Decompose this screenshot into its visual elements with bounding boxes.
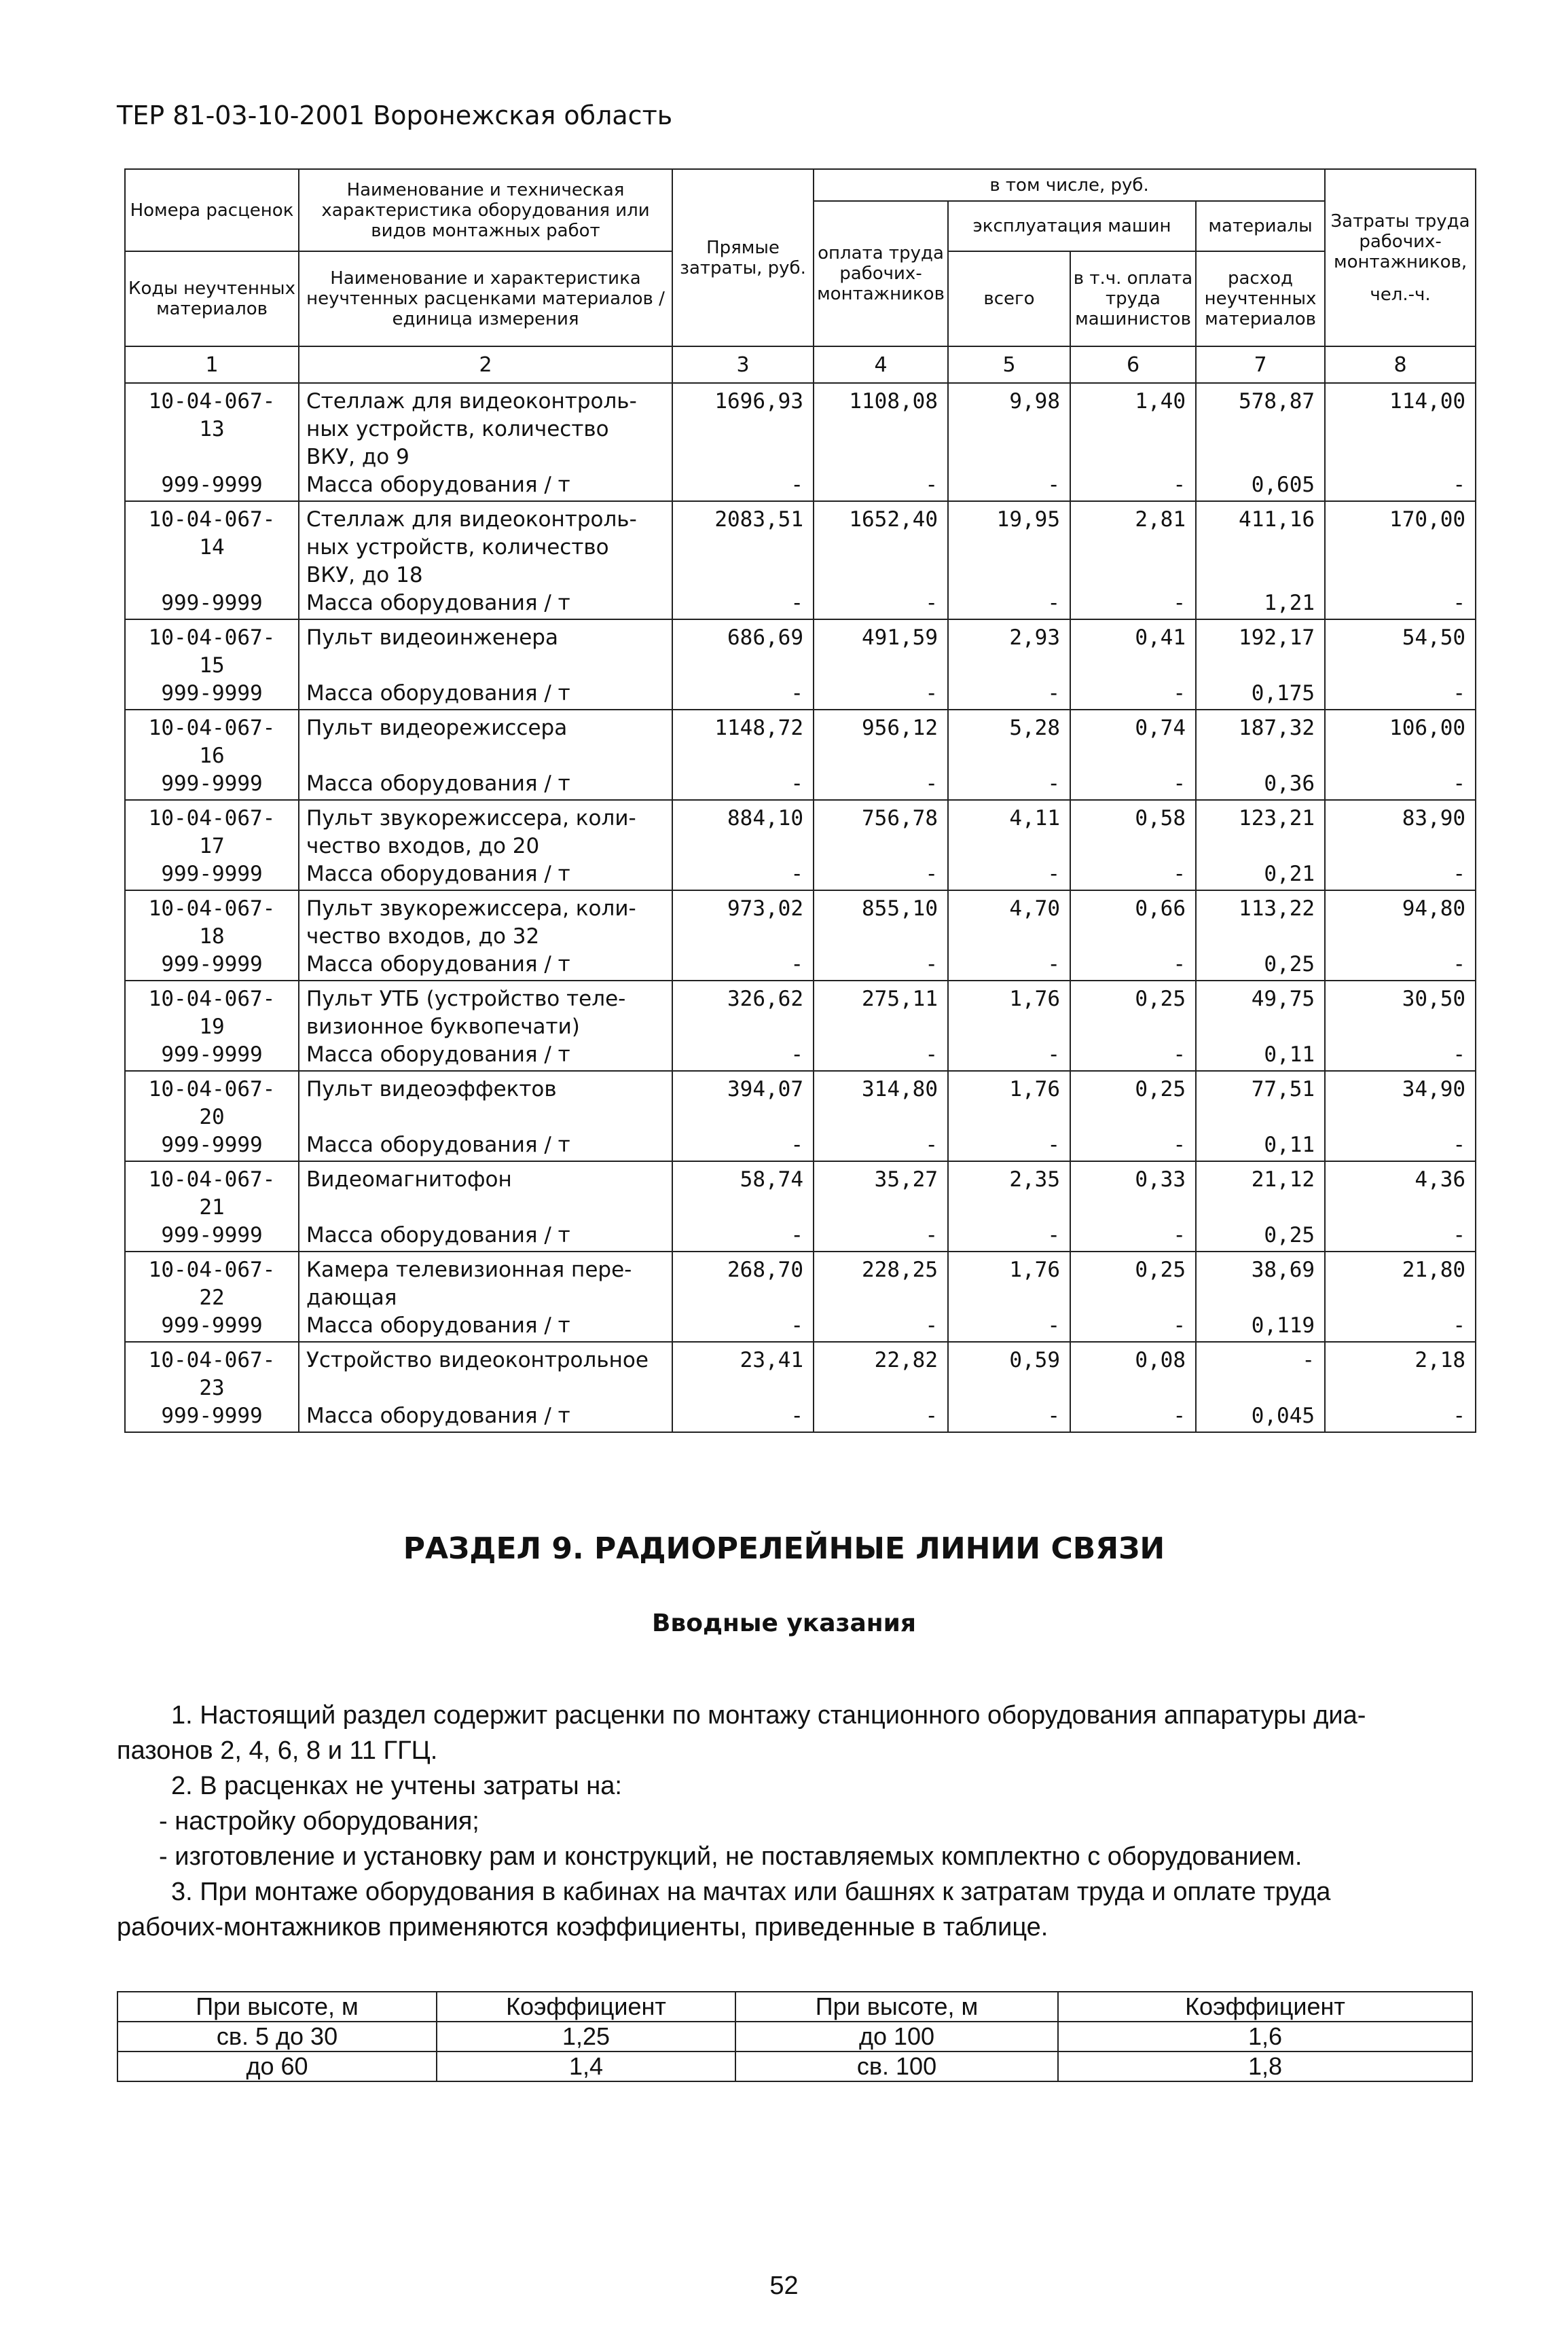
rate-code: 10-04-067- 18	[125, 890, 299, 951]
dash: -	[1325, 1222, 1476, 1252]
worker-pay-header: оплата труда рабочих-монтажников	[814, 201, 948, 346]
labor-hours: 114,00	[1325, 383, 1476, 471]
mass-row	[125, 471, 1476, 501]
list-item: - настройку оборудования;	[159, 1807, 479, 1836]
col1-bottom-header: Коды неучтенных материалов	[125, 251, 299, 346]
labor-hours: 2,18	[1325, 1342, 1476, 1402]
table-row	[125, 1252, 1476, 1312]
rate-record	[125, 1161, 1476, 1252]
dash: -	[1325, 680, 1476, 710]
labor-hours: 106,00	[1325, 710, 1476, 770]
dash: -	[814, 860, 948, 890]
coefficient-value: 1,6	[1058, 2022, 1472, 2052]
material-code: 999-9999	[125, 471, 299, 501]
table-row	[117, 2022, 1472, 2052]
work-name: Пульт УТБ (устройство теле- визионное буквопечати)	[299, 981, 672, 1041]
material-code: 999-9999	[125, 680, 299, 710]
labor-hours: 83,90	[1325, 800, 1476, 860]
machines-header: эксплуатация машин	[948, 201, 1196, 251]
machines-total: 4,70	[948, 890, 1070, 951]
table-row	[125, 1071, 1476, 1131]
materials-header: материалы	[1196, 201, 1325, 251]
direct-cost: 23,41	[672, 1342, 814, 1402]
column-numbers-row	[125, 346, 1476, 383]
including-header: в том числе, руб.	[814, 169, 1325, 201]
materials-cost: 411,16	[1196, 501, 1325, 589]
column-number: 4	[814, 346, 948, 383]
material-code: 999-9999	[125, 1222, 299, 1252]
materials-cost: 113,22	[1196, 890, 1325, 951]
work-name: Пульт звукорежиссера, коли- чество входов, до 32	[299, 890, 672, 951]
materials-cost: 192,17	[1196, 619, 1325, 680]
dash: -	[1070, 1402, 1196, 1432]
materials-cost: 38,69	[1196, 1252, 1325, 1312]
table-row	[125, 981, 1476, 1041]
machinist-pay: 0,74	[1070, 710, 1196, 770]
dash: -	[948, 770, 1070, 800]
work-name: Камера телевизионная пере- дающая	[299, 1252, 672, 1312]
direct-cost: 884,10	[672, 800, 814, 860]
dash: -	[672, 1131, 814, 1161]
machinist-pay: 2,81	[1070, 501, 1196, 589]
mass-row	[125, 770, 1476, 800]
machinist-pay: 0,25	[1070, 981, 1196, 1041]
paragraph-2: 2. В расценках не учтены затраты на:	[171, 1772, 622, 1800]
materials-cost: -	[1196, 1342, 1325, 1402]
dash: -	[1070, 680, 1196, 710]
dash: -	[1070, 1131, 1196, 1161]
dash: -	[814, 1402, 948, 1432]
worker-pay: 491,59	[814, 619, 948, 680]
dash: -	[672, 951, 814, 981]
material-name: Масса оборудования / т	[299, 1041, 672, 1071]
dash: -	[1070, 1222, 1196, 1252]
machinist-pay: 0,08	[1070, 1342, 1196, 1402]
materials-cost: 77,51	[1196, 1071, 1325, 1131]
material-mass: 0,21	[1196, 860, 1325, 890]
mass-row	[125, 860, 1476, 890]
material-code: 999-9999	[125, 1312, 299, 1342]
dash: -	[948, 471, 1070, 501]
labor-hours-header	[1325, 169, 1476, 346]
dash: -	[948, 1041, 1070, 1071]
machines-total: 5,28	[948, 710, 1070, 770]
direct-cost: 268,70	[672, 1252, 814, 1312]
col1-top-header: Номера расценок	[125, 169, 299, 251]
table-row	[117, 2052, 1472, 2081]
labor-hours: 170,00	[1325, 501, 1476, 589]
mass-row	[125, 1222, 1476, 1252]
labor-hours: 30,50	[1325, 981, 1476, 1041]
materials-cost: 49,75	[1196, 981, 1325, 1041]
material-name: Масса оборудования / т	[299, 471, 672, 501]
dash: -	[814, 471, 948, 501]
worker-pay: 1652,40	[814, 501, 948, 589]
material-name: Масса оборудования / т	[299, 951, 672, 981]
machinist-pay: 0,41	[1070, 619, 1196, 680]
coefficient-value: 1,4	[437, 2052, 735, 2081]
labor-hours-unit: чел.-ч.	[1370, 284, 1431, 305]
list-item: - изготовление и установку рам и конструкций, не поставляемых комплектно с оборудованием.	[159, 1842, 1302, 1871]
section-title: РАЗДЕЛ 9. РАДИОРЕЛЕЙНЫЕ ЛИНИИ СВЯЗИ	[403, 1531, 1165, 1566]
table-row	[125, 710, 1476, 770]
materials-cost: 123,21	[1196, 800, 1325, 860]
col2-bottom-header: Наименование и характеристика неучтенных расценками материалов / единица измерения	[299, 251, 672, 346]
dash: -	[1070, 951, 1196, 981]
material-mass: 0,175	[1196, 680, 1325, 710]
material-code: 999-9999	[125, 951, 299, 981]
rate-record	[125, 619, 1476, 710]
material-mass: 1,21	[1196, 589, 1325, 619]
rate-code: 10-04-067- 15	[125, 619, 299, 680]
direct-cost: 686,69	[672, 619, 814, 680]
dash: -	[1325, 1041, 1476, 1071]
mass-row	[125, 1312, 1476, 1342]
machinist-pay: 0,33	[1070, 1161, 1196, 1222]
paragraph-3: 3. При монтаже оборудования в кабинах на мачтах или башнях к затратам труда и оплате труда	[171, 1878, 1331, 1906]
dash: -	[1325, 1131, 1476, 1161]
dash: -	[1325, 1312, 1476, 1342]
material-code: 999-9999	[125, 589, 299, 619]
column-number: 1	[125, 346, 299, 383]
dash: -	[672, 860, 814, 890]
direct-cost: 973,02	[672, 890, 814, 951]
machinist-pay: 1,40	[1070, 383, 1196, 471]
table-row	[125, 890, 1476, 951]
rate-record	[125, 1071, 1476, 1161]
rates-table	[124, 168, 1476, 1433]
dash: -	[1070, 1312, 1196, 1342]
material-code: 999-9999	[125, 1131, 299, 1161]
rate-code: 10-04-067- 19	[125, 981, 299, 1041]
machinist-pay: 0,66	[1070, 890, 1196, 951]
machinist-pay: 0,58	[1070, 800, 1196, 860]
rate-code: 10-04-067- 21	[125, 1161, 299, 1222]
dash: -	[672, 770, 814, 800]
dash: -	[672, 1041, 814, 1071]
machines-total: 0,59	[948, 1342, 1070, 1402]
rate-code: 10-04-067- 23	[125, 1342, 299, 1402]
work-name: Пульт видеоэффектов	[299, 1071, 672, 1131]
worker-pay: 22,82	[814, 1342, 948, 1402]
machines-total-header: всего	[948, 251, 1070, 346]
material-code: 999-9999	[125, 1041, 299, 1071]
dash: -	[948, 1131, 1070, 1161]
rate-record	[125, 1342, 1476, 1432]
dash: -	[814, 1041, 948, 1071]
column-number: 6	[1070, 346, 1196, 383]
work-name: Устройство видеоконтрольное	[299, 1342, 672, 1402]
material-mass: 0,045	[1196, 1402, 1325, 1432]
table-head	[125, 169, 1476, 383]
machinist-pay-header: в т.ч. оплата труда машинистов	[1070, 251, 1196, 346]
dash: -	[672, 1402, 814, 1432]
material-mass: 0,11	[1196, 1041, 1325, 1071]
material-name: Масса оборудования / т	[299, 770, 672, 800]
dash: -	[948, 1222, 1070, 1252]
material-name: Масса оборудования / т	[299, 1312, 672, 1342]
height-value: до 60	[117, 2052, 437, 2081]
material-code: 999-9999	[125, 860, 299, 890]
machines-total: 1,76	[948, 1252, 1070, 1312]
height-value: до 100	[735, 2022, 1058, 2052]
dash: -	[814, 1222, 948, 1252]
mass-row	[125, 1131, 1476, 1161]
rate-record	[125, 383, 1476, 501]
direct-cost: 326,62	[672, 981, 814, 1041]
rate-code: 10-04-067- 13	[125, 383, 299, 471]
table-row	[125, 501, 1476, 589]
coefficient-header: Коэффициент	[1058, 1992, 1472, 2022]
material-mass: 0,11	[1196, 1131, 1325, 1161]
machines-total: 1,76	[948, 981, 1070, 1041]
dash: -	[1070, 589, 1196, 619]
direct-cost: 2083,51	[672, 501, 814, 589]
dash: -	[814, 1131, 948, 1161]
column-number: 3	[672, 346, 814, 383]
rate-record	[125, 800, 1476, 890]
worker-pay: 228,25	[814, 1252, 948, 1312]
material-consumption-header: расход неучтенных материалов	[1196, 251, 1325, 346]
dash: -	[1325, 770, 1476, 800]
dash: -	[948, 951, 1070, 981]
work-name: Видеомагнитофон	[299, 1161, 672, 1222]
dash: -	[1070, 471, 1196, 501]
table-row	[125, 1342, 1476, 1402]
rate-record	[125, 981, 1476, 1071]
height-value: св. 5 до 30	[117, 2022, 437, 2052]
rate-record	[125, 710, 1476, 800]
dash: -	[814, 1312, 948, 1342]
mass-row	[125, 1041, 1476, 1071]
column-number: 2	[299, 346, 672, 383]
dash: -	[814, 770, 948, 800]
worker-pay: 855,10	[814, 890, 948, 951]
dash: -	[1325, 589, 1476, 619]
mass-row	[125, 1402, 1476, 1432]
dash: -	[948, 1312, 1070, 1342]
machines-total: 9,98	[948, 383, 1070, 471]
direct-cost: 1696,93	[672, 383, 814, 471]
height-value: св. 100	[735, 2052, 1058, 2081]
labor-hours: 54,50	[1325, 619, 1476, 680]
rate-record	[125, 890, 1476, 981]
work-name: Пульт видеоинженера	[299, 619, 672, 680]
document-header: ТЕР 81-03-10-2001 Воронежская область	[117, 101, 673, 130]
labor-hours: 4,36	[1325, 1161, 1476, 1222]
material-code: 999-9999	[125, 770, 299, 800]
material-name: Масса оборудования / т	[299, 1222, 672, 1252]
labor-hours: 21,80	[1325, 1252, 1476, 1312]
height-header: При высоте, м	[735, 1992, 1058, 2022]
dash: -	[1070, 770, 1196, 800]
rate-code: 10-04-067- 17	[125, 800, 299, 860]
machinist-pay: 0,25	[1070, 1252, 1196, 1312]
dash: -	[1325, 471, 1476, 501]
direct-costs-header: Прямые затраты, руб.	[672, 169, 814, 346]
dash: -	[1325, 951, 1476, 981]
material-code: 999-9999	[125, 1402, 299, 1432]
rate-record	[125, 501, 1476, 619]
material-mass: 0,119	[1196, 1312, 1325, 1342]
material-name: Масса оборудования / т	[299, 589, 672, 619]
paragraph-3-continued: рабочих-монтажников применяются коэффициенты, приведенные в таблице.	[117, 1913, 1049, 1941]
table-row	[117, 1992, 1472, 2022]
material-name: Масса оборудования / т	[299, 860, 672, 890]
dash: -	[672, 471, 814, 501]
paragraph-1	[117, 1698, 1472, 1733]
paragraph-1-continued: пазонов 2, 4, 6, 8 и 11 ГГЦ.	[117, 1736, 438, 1765]
material-mass: 0,25	[1196, 951, 1325, 981]
dash: -	[948, 860, 1070, 890]
dash: -	[1070, 860, 1196, 890]
labor-hours: 94,80	[1325, 890, 1476, 951]
materials-cost: 21,12	[1196, 1161, 1325, 1222]
direct-cost: 58,74	[672, 1161, 814, 1222]
dash: -	[672, 680, 814, 710]
materials-cost: 578,87	[1196, 383, 1325, 471]
dash: -	[814, 951, 948, 981]
dash: -	[814, 589, 948, 619]
machines-total: 4,11	[948, 800, 1070, 860]
work-name: Пульт видеорежиссера	[299, 710, 672, 770]
paragraph-text: 1. Настоящий раздел содержит расценки по монтажу станционного оборудования аппаратуры диа-	[171, 1701, 1366, 1730]
material-mass: 0,605	[1196, 471, 1325, 501]
labor-hours: 34,90	[1325, 1071, 1476, 1131]
column-number: 5	[948, 346, 1070, 383]
dash: -	[672, 1222, 814, 1252]
machines-total: 2,35	[948, 1161, 1070, 1222]
work-name: Пульт звукорежиссера, коли- чество входов, до 20	[299, 800, 672, 860]
coefficient-value: 1,25	[437, 2022, 735, 2052]
dash: -	[948, 680, 1070, 710]
mass-row	[125, 680, 1476, 710]
column-number: 8	[1325, 346, 1476, 383]
coefficient-value: 1,8	[1058, 2052, 1472, 2081]
machinist-pay: 0,25	[1070, 1071, 1196, 1131]
material-name: Масса оборудования / т	[299, 680, 672, 710]
machines-total: 1,76	[948, 1071, 1070, 1131]
material-mass: 0,36	[1196, 770, 1325, 800]
work-name: Стеллаж для видеоконтроль- ных устройств, количество ВКУ, до 18	[299, 501, 672, 589]
table-row	[125, 1161, 1476, 1222]
rate-code: 10-04-067- 16	[125, 710, 299, 770]
material-mass: 0,25	[1196, 1222, 1325, 1252]
worker-pay: 275,11	[814, 981, 948, 1041]
direct-cost: 1148,72	[672, 710, 814, 770]
coefficients-table	[117, 1991, 1473, 2082]
material-name: Масса оборудования / т	[299, 1402, 672, 1432]
dash: -	[1325, 1402, 1476, 1432]
worker-pay: 756,78	[814, 800, 948, 860]
worker-pay: 314,80	[814, 1071, 948, 1131]
labor-hours-header-text: Затраты труда рабочих-монтажников,	[1330, 211, 1470, 272]
dash: -	[672, 1312, 814, 1342]
dash: -	[814, 680, 948, 710]
machines-total: 2,93	[948, 619, 1070, 680]
worker-pay: 956,12	[814, 710, 948, 770]
page-number: 52	[769, 2272, 799, 2300]
material-name: Масса оборудования / т	[299, 1131, 672, 1161]
dash: -	[948, 589, 1070, 619]
rate-code: 10-04-067- 20	[125, 1071, 299, 1131]
dash: -	[1325, 860, 1476, 890]
column-number: 7	[1196, 346, 1325, 383]
work-name: Стеллаж для видеоконтроль- ных устройств, количество ВКУ, до 9	[299, 383, 672, 471]
rate-record	[125, 1252, 1476, 1342]
intro-title: Вводные указания	[651, 1609, 917, 1637]
worker-pay: 35,27	[814, 1161, 948, 1222]
worker-pay: 1108,08	[814, 383, 948, 471]
col2-top-header: Наименование и техническая характеристика оборудования или видов монтажных работ	[299, 169, 672, 251]
height-header: При высоте, м	[117, 1992, 437, 2022]
table-row	[125, 800, 1476, 860]
materials-cost: 187,32	[1196, 710, 1325, 770]
mass-row	[125, 951, 1476, 981]
dash: -	[1070, 1041, 1196, 1071]
rate-code: 10-04-067- 22	[125, 1252, 299, 1312]
mass-row	[125, 589, 1476, 619]
table-row	[125, 619, 1476, 680]
table-row	[125, 383, 1476, 471]
machines-total: 19,95	[948, 501, 1070, 589]
coefficient-header: Коэффициент	[437, 1992, 735, 2022]
direct-cost: 394,07	[672, 1071, 814, 1131]
dash: -	[672, 589, 814, 619]
rate-code: 10-04-067- 14	[125, 501, 299, 589]
dash: -	[948, 1402, 1070, 1432]
